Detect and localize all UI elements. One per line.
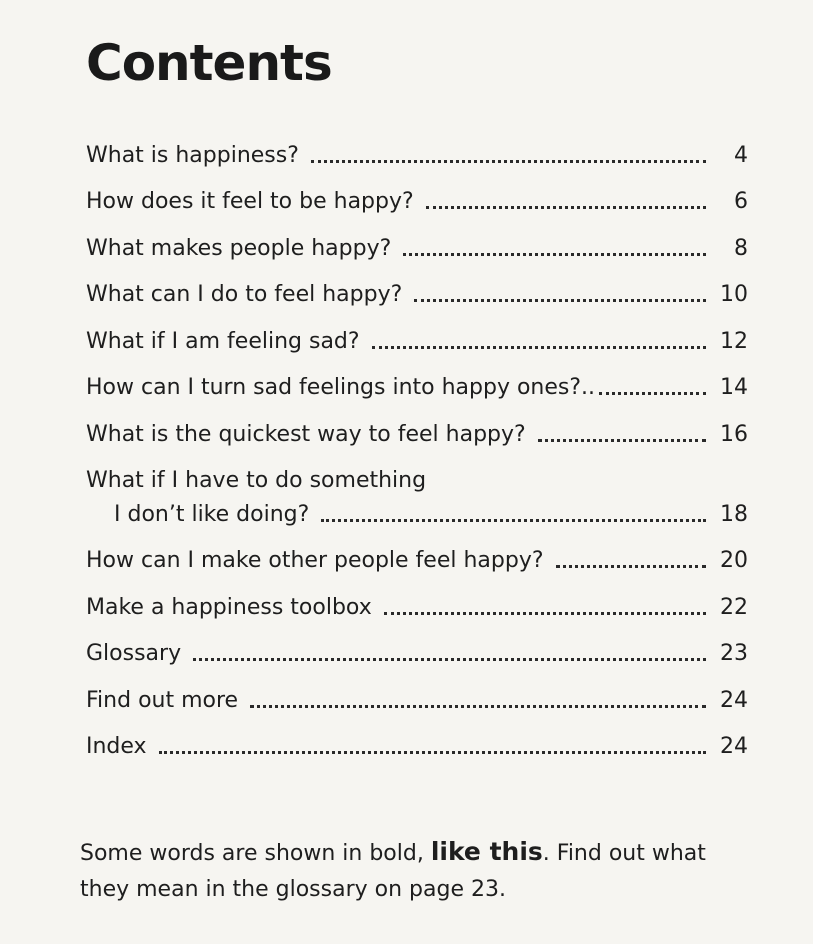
toc-entry[interactable]: [86, 306, 748, 353]
toc-entry-page: 24: [720, 687, 748, 713]
toc-entry-page: 8: [734, 235, 748, 261]
toc-entry-page: 22: [720, 594, 748, 620]
dot-leader: [372, 346, 706, 349]
toc-entry-label: What if I am feeling sad?: [86, 328, 360, 354]
toc-entry-label-continued: I don’t like doing?: [114, 501, 310, 527]
toc-entry-page: 24: [720, 734, 748, 759]
toc-entry[interactable]: [86, 260, 748, 307]
toc-entry[interactable]: [86, 167, 748, 214]
toc-entry[interactable]: [86, 572, 748, 619]
dot-leader: [556, 565, 706, 568]
toc-entry-page: 23: [720, 641, 748, 666]
table-of-contents: [86, 120, 748, 758]
toc-entry-label: What if I have to do something: [86, 467, 427, 493]
toc-entry-page: 16: [720, 421, 748, 447]
dot-leader: [311, 160, 706, 163]
toc-entry-label: Find out more: [86, 687, 239, 713]
dot-leader: [159, 751, 706, 754]
toc-entry[interactable]: [86, 213, 748, 260]
toc-entry-page: 6: [734, 189, 748, 214]
toc-entry[interactable]: [86, 526, 748, 573]
bold-words-note: [80, 834, 760, 908]
toc-entry-page: 10: [720, 282, 748, 307]
dot-leader: [538, 439, 706, 442]
dot-leader: [384, 612, 706, 615]
toc-entry-page: 14: [720, 375, 748, 400]
toc-entry-label: Make a happiness toolbox: [86, 594, 372, 620]
toc-entry-label: What is the quickest way to feel happy?: [86, 421, 526, 447]
toc-entry-label: Index: [86, 734, 147, 759]
toc-entry-page: 18: [720, 501, 748, 527]
dot-leader: [403, 253, 706, 256]
toc-entry[interactable]: [86, 712, 748, 759]
dot-leader: [414, 299, 706, 302]
toc-entry-page: 4: [734, 142, 748, 168]
dot-leader: [599, 392, 706, 395]
note-text-before: Some words are shown in bold,: [80, 841, 431, 866]
toc-entry[interactable]: [86, 619, 748, 666]
toc-entry-label: How can I turn sad feelings into happy ones?..: [86, 375, 596, 400]
toc-entry[interactable]: [86, 399, 748, 446]
toc-entry-label: What can I do to feel happy?: [86, 282, 403, 307]
toc-entry-label: How does it feel to be happy?: [86, 189, 414, 214]
dot-leader: [193, 658, 706, 661]
toc-entry[interactable]: [86, 665, 748, 712]
toc-entry[interactable]: [86, 120, 748, 167]
toc-entry-label: Glossary: [86, 641, 182, 666]
toc-entry-page: 20: [720, 548, 748, 573]
page-title: Contents: [86, 34, 332, 92]
dot-leader: [321, 519, 706, 522]
toc-entry-label: How can I make other people feel happy?: [86, 548, 544, 573]
toc-entry[interactable]: [86, 446, 748, 526]
dot-leader: [250, 705, 706, 708]
dot-leader: [426, 206, 706, 209]
toc-entry-page: 12: [720, 328, 748, 354]
toc-entry-label: What is happiness?: [86, 142, 299, 168]
note-text-after: . Find out what they mean in the glossary on page 23.: [80, 841, 706, 902]
toc-entry[interactable]: [86, 353, 748, 400]
note-bold-example: like this: [430, 837, 543, 866]
toc-entry-label: What makes people happy?: [86, 235, 392, 261]
